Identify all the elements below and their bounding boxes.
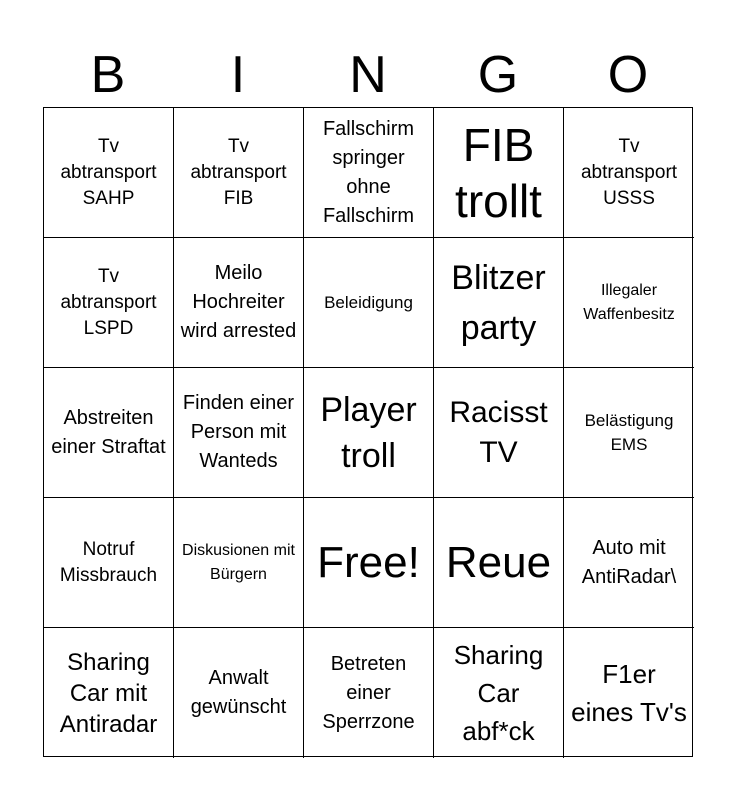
- bingo-cell-r3c3[interactable]: [304, 368, 434, 498]
- bingo-cell-r3c5[interactable]: [564, 368, 694, 498]
- bingo-cell-r1c1[interactable]: [44, 108, 174, 238]
- bingo-cell-r2c4[interactable]: [434, 238, 564, 368]
- cell-text: Notruf Missbrauch: [59, 538, 158, 586]
- bingo-cell-r5c5[interactable]: [564, 628, 694, 758]
- bingo-cell-r3c4[interactable]: [434, 368, 564, 498]
- cell-text: Free!: [317, 537, 420, 587]
- cell-text: Tv abtransport LSPD: [60, 265, 157, 339]
- header-letter-b: B: [90, 46, 126, 104]
- header-letter-g: G: [477, 46, 519, 104]
- cell-text: Tv abtransport USSS: [580, 135, 678, 209]
- cell-text: Diskusionen mit Bürgern: [182, 541, 295, 583]
- cell-text: Reue: [445, 537, 552, 587]
- bingo-cell-r2c5[interactable]: [564, 238, 694, 368]
- bingo-cell-r5c3[interactable]: [304, 628, 434, 758]
- cell-text: Sharing Car abf*ck: [453, 640, 544, 746]
- cell-text: Anwalt gewünscht: [190, 667, 287, 718]
- cell-text: Auto mit AntiRadar\: [581, 536, 677, 588]
- bingo-cell-r5c1[interactable]: [44, 628, 174, 758]
- bingo-cell-r1c5[interactable]: [564, 108, 694, 238]
- bingo-board: [43, 107, 693, 757]
- cell-text: FIB trollt: [455, 118, 542, 227]
- header-letter-n: N: [349, 46, 387, 104]
- cell-text: Meilo Hochreiter wird arrested: [180, 262, 297, 342]
- cell-text: Sharing Car mit Antiradar: [59, 648, 158, 738]
- cell-text: Player troll: [320, 390, 417, 475]
- header-letter-o: O: [607, 46, 649, 104]
- bingo-cell-r5c4[interactable]: [434, 628, 564, 758]
- bingo-cell-r1c4[interactable]: [434, 108, 564, 238]
- cell-text: Racisst TV: [449, 395, 548, 469]
- bingo-cell-r2c1[interactable]: [44, 238, 174, 368]
- bingo-cell-r3c2[interactable]: [174, 368, 304, 498]
- bingo-cell-r4c5[interactable]: [564, 498, 694, 628]
- cell-text: Tv abtransport FIB: [190, 135, 287, 209]
- bingo-cell-r1c3[interactable]: [304, 108, 434, 238]
- cell-text: Finden einer Person mit Wanteds: [182, 392, 295, 472]
- bingo-header: [43, 44, 693, 106]
- cell-text: Belästigung EMS: [584, 410, 674, 454]
- cell-text: Abstreiten einer Straftat: [51, 406, 166, 458]
- bingo-cell-r2c2[interactable]: [174, 238, 304, 368]
- bingo-cell-r4c2[interactable]: [174, 498, 304, 628]
- bingo-cell-r1c2[interactable]: [174, 108, 304, 238]
- cell-text: Blitzer party: [451, 258, 546, 347]
- bingo-cell-r4c3[interactable]: [304, 498, 434, 628]
- cell-text: Betreten einer Sperrzone: [322, 652, 415, 733]
- bingo-cell-r3c1[interactable]: [44, 368, 174, 498]
- cell-text: Fallschirm springer ohne Fallschirm: [322, 117, 415, 227]
- bingo-cell-r5c2[interactable]: [174, 628, 304, 758]
- cell-text: Illegaler Waffenbesitz: [583, 281, 675, 323]
- bingo-cell-r2c3[interactable]: [304, 238, 434, 368]
- bingo-cell-r4c4[interactable]: [434, 498, 564, 628]
- cell-text: Tv abtransport SAHP: [60, 135, 157, 209]
- header-letter-i: I: [230, 46, 246, 104]
- cell-text: F1er eines Tv's: [571, 659, 687, 727]
- cell-text: Beleidigung: [324, 292, 413, 312]
- bingo-cell-r4c1[interactable]: [44, 498, 174, 628]
